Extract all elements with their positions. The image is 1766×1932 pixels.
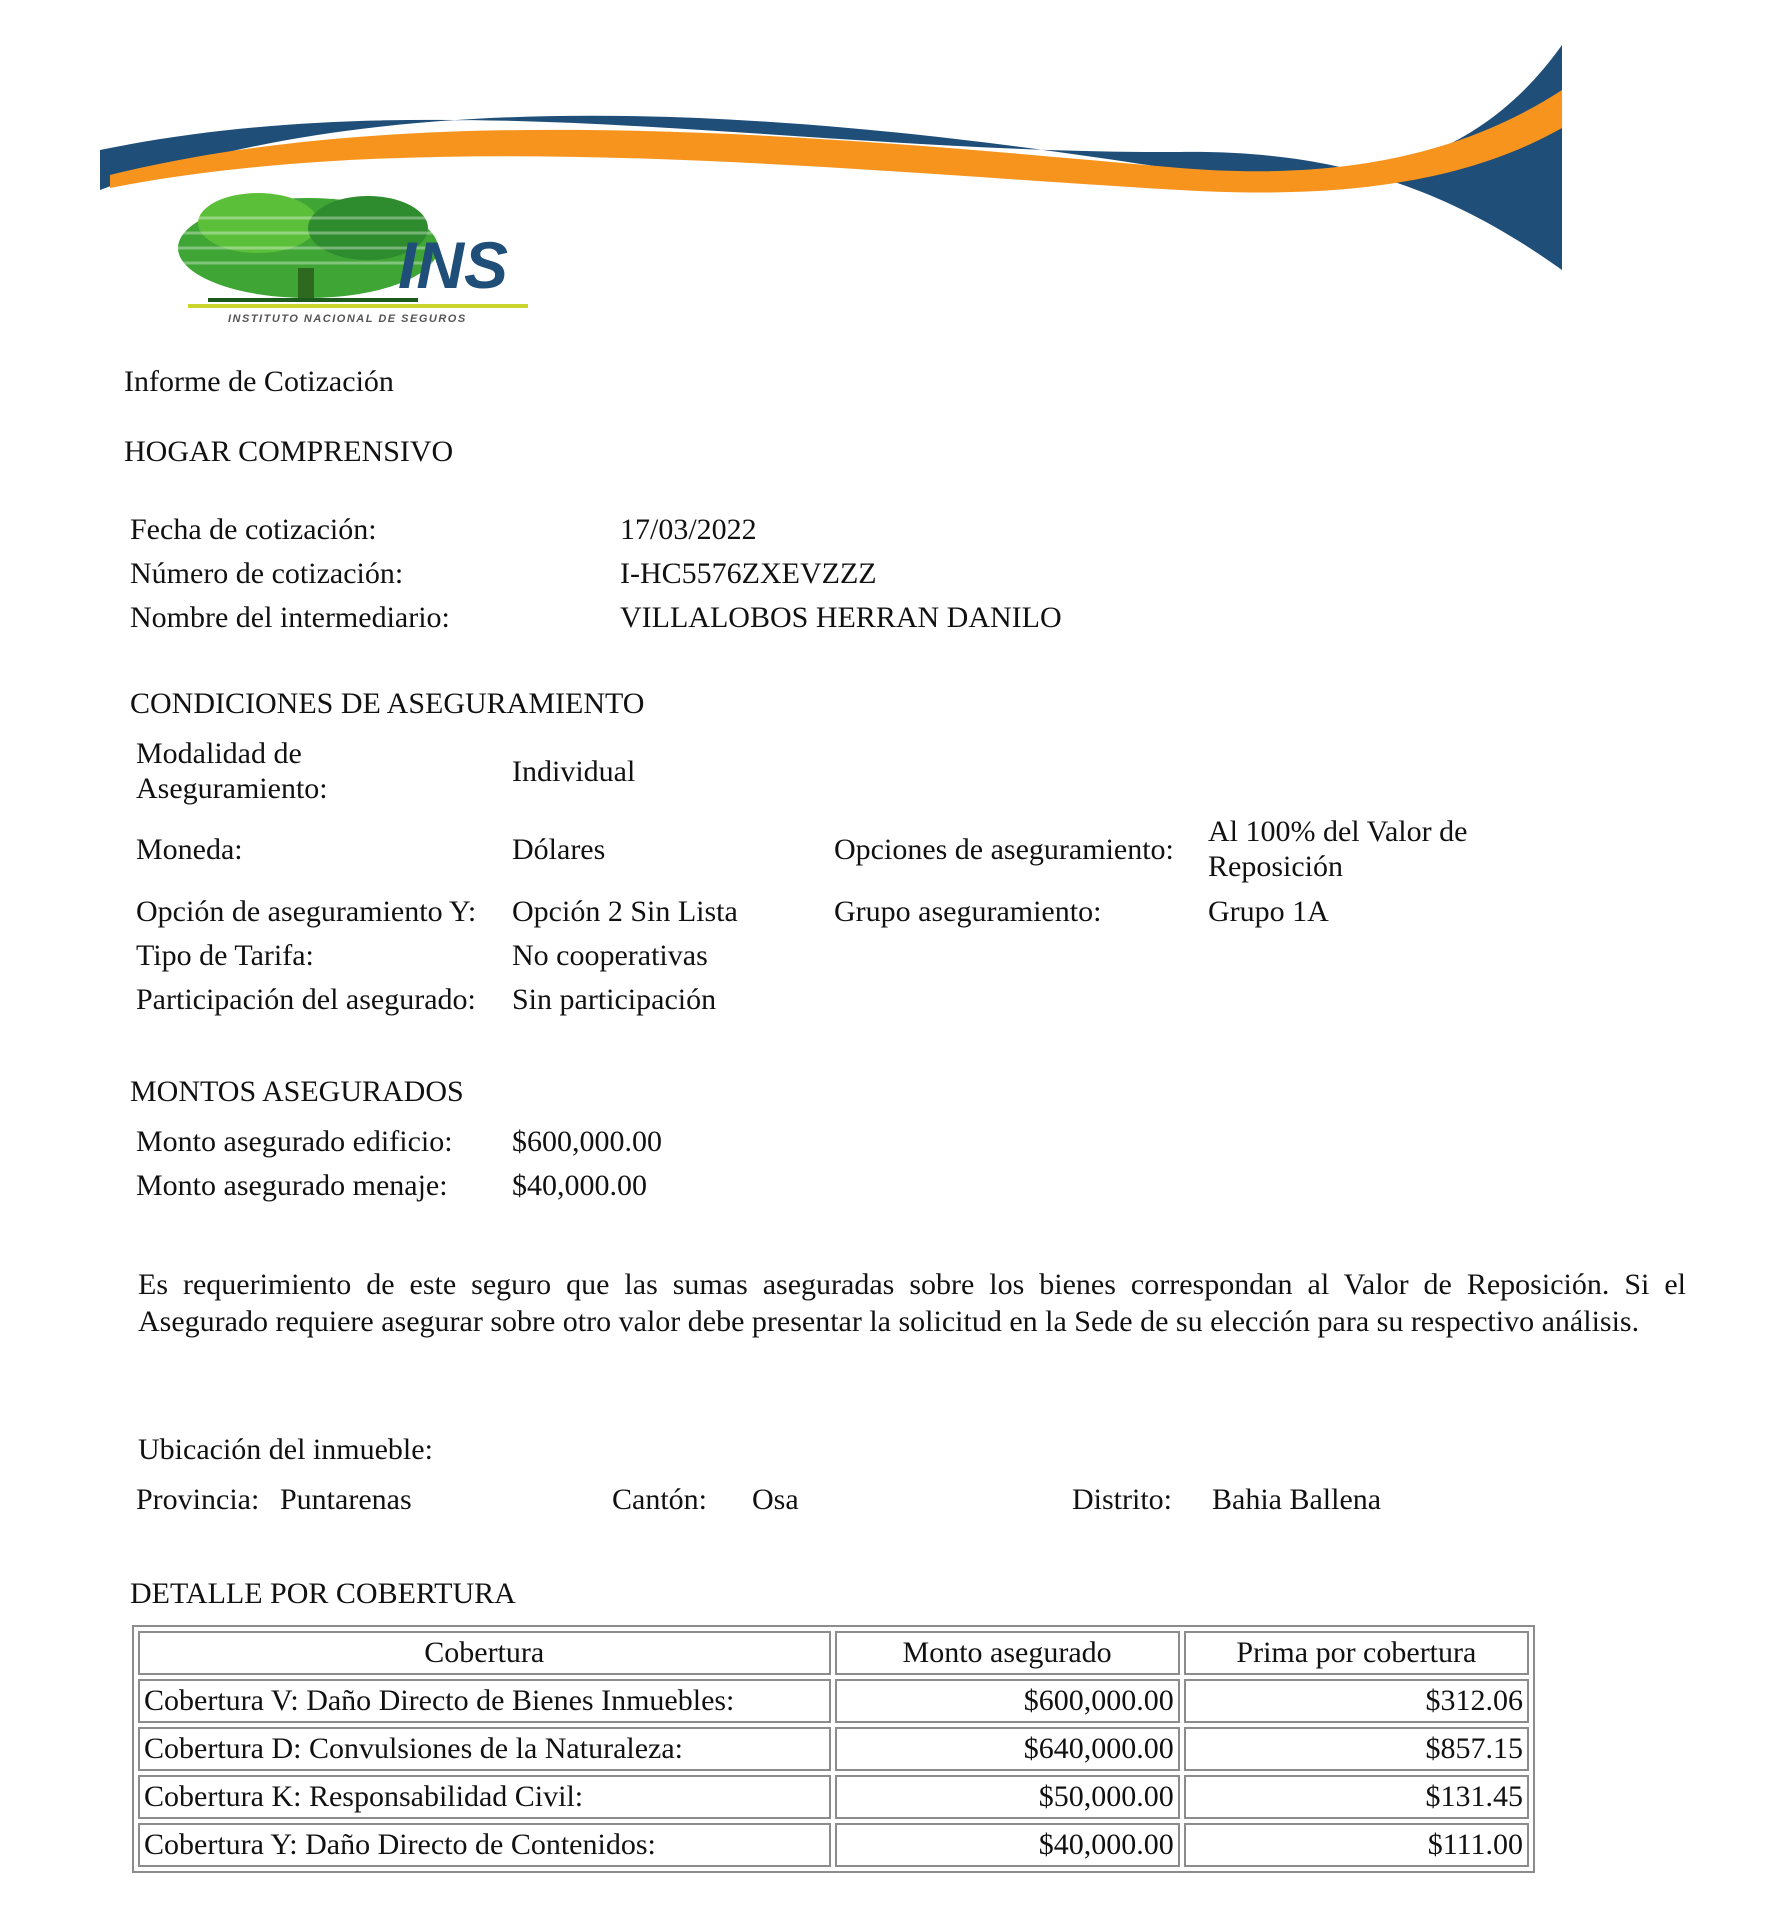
options-label: Opciones de aseguramiento: bbox=[834, 833, 1174, 866]
building-amount-value: $600,000.00 bbox=[512, 1125, 662, 1158]
location-heading: Ubicación del inmueble: bbox=[138, 1433, 433, 1466]
logo-subtext: INSTITUTO NACIONAL DE SEGUROS bbox=[228, 313, 467, 325]
province-value: Puntarenas bbox=[280, 1483, 412, 1516]
table-row bbox=[138, 1775, 1529, 1819]
group-value: Grupo 1A bbox=[1208, 895, 1329, 928]
column-header-coverage: Cobertura bbox=[138, 1631, 831, 1675]
coverage-premium: $111.00 bbox=[1184, 1823, 1529, 1867]
coverage-premium: $312.06 bbox=[1184, 1679, 1529, 1723]
product-name: HOGAR COMPRENSIVO bbox=[124, 435, 454, 468]
building-amount-label: Monto asegurado edificio: bbox=[136, 1125, 453, 1158]
currency-label: Moneda: bbox=[136, 833, 243, 866]
coverage-amount: $640,000.00 bbox=[835, 1727, 1180, 1771]
contents-amount-value: $40,000.00 bbox=[512, 1169, 647, 1202]
coverage-amount: $40,000.00 bbox=[835, 1823, 1180, 1867]
coverage-premium: $857.15 bbox=[1184, 1727, 1529, 1771]
logo-text: INS bbox=[398, 228, 509, 302]
intermediary-label: Nombre del intermediario: bbox=[130, 601, 450, 634]
amounts-heading: MONTOS ASEGURADOS bbox=[130, 1075, 464, 1108]
table-row bbox=[138, 1679, 1529, 1723]
canton-value: Osa bbox=[752, 1483, 799, 1516]
district-label: Distrito: bbox=[1072, 1483, 1173, 1516]
participation-value: Sin participación bbox=[512, 983, 717, 1016]
coverage-heading: DETALLE POR COBERTURA bbox=[130, 1577, 516, 1610]
intermediary-value: VILLALOBOS HERRAN DANILO bbox=[620, 601, 1062, 634]
group-label: Grupo aseguramiento: bbox=[834, 895, 1102, 928]
coverage-header-row bbox=[138, 1631, 1529, 1675]
options-value-line2: Reposición bbox=[1208, 850, 1343, 883]
contents-amount-label: Monto asegurado menaje: bbox=[136, 1169, 448, 1202]
quote-date-label: Fecha de cotización: bbox=[130, 513, 377, 546]
coverage-name: Cobertura Y: Daño Directo de Contenidos: bbox=[138, 1823, 831, 1867]
table-row bbox=[138, 1727, 1529, 1771]
canton-label: Cantón: bbox=[612, 1483, 707, 1516]
option-y-value: Opción 2 Sin Lista bbox=[512, 895, 738, 928]
coverage-amount: $50,000.00 bbox=[835, 1775, 1180, 1819]
coverage-amount: $600,000.00 bbox=[835, 1679, 1180, 1723]
participation-label: Participación del asegurado: bbox=[136, 983, 476, 1016]
column-header-premium: Prima por cobertura bbox=[1184, 1631, 1529, 1675]
district-value: Bahia Ballena bbox=[1212, 1483, 1382, 1516]
rate-value: No cooperativas bbox=[512, 939, 708, 972]
rate-label: Tipo de Tarifa: bbox=[136, 939, 314, 972]
modality-label-line1: Modalidad de bbox=[136, 737, 302, 770]
province-label: Provincia: bbox=[136, 1483, 260, 1516]
report-title: Informe de Cotización bbox=[124, 365, 394, 398]
modality-value: Individual bbox=[512, 755, 636, 788]
replacement-value-notice: Es requerimiento de este seguro que las sumas aseguradas sobre los bienes correspondan al Valor de Reposición. Si el Asegurado requiere asegurar sobre otro valor debe presentar la solicitud en la Sede de su elección para su respectivo análisis. bbox=[138, 1268, 1686, 1338]
conditions-heading: CONDICIONES DE ASEGURAMIENTO bbox=[130, 687, 645, 720]
coverage-name: Cobertura K: Responsabilidad Civil: bbox=[138, 1775, 831, 1819]
coverage-name: Cobertura V: Daño Directo de Bienes Inmuebles: bbox=[138, 1679, 831, 1723]
modality-label-line2: Aseguramiento: bbox=[136, 772, 328, 805]
quote-date-value: 17/03/2022 bbox=[620, 513, 757, 546]
coverage-table bbox=[132, 1625, 1535, 1873]
options-value-line1: Al 100% del Valor de bbox=[1208, 815, 1468, 848]
ins-logo bbox=[168, 188, 538, 328]
coverage-premium: $131.45 bbox=[1184, 1775, 1529, 1819]
coverage-name: Cobertura D: Convulsiones de la Naturaleza: bbox=[138, 1727, 831, 1771]
option-y-label: Opción de aseguramiento Y: bbox=[136, 895, 477, 928]
quote-number-value: I-HC5576ZXEVZZZ bbox=[620, 557, 877, 590]
column-header-amount: Monto asegurado bbox=[835, 1631, 1180, 1675]
quote-number-label: Número de cotización: bbox=[130, 557, 404, 590]
currency-value: Dólares bbox=[512, 833, 606, 866]
table-row bbox=[138, 1823, 1529, 1867]
